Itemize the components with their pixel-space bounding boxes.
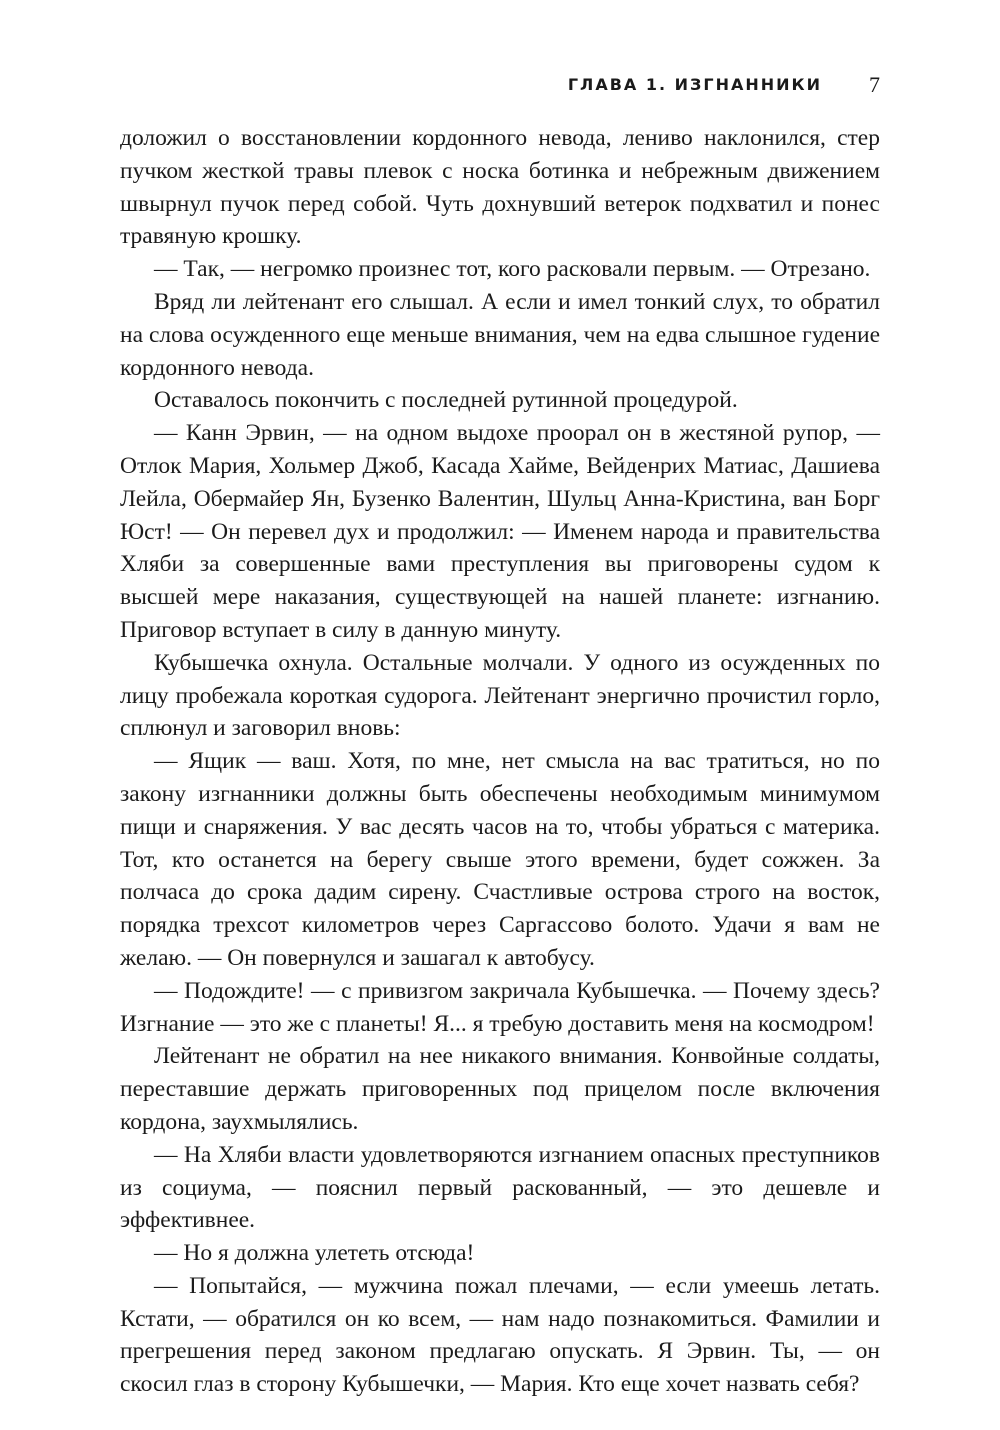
running-head <box>120 70 880 100</box>
paragraph: Лейтенант не обратил на нее никакого внимания. Конвойные солдаты, переставшие держать приговоренных под прицелом после включения кордона, заухмылялись. <box>120 1043 880 1135</box>
body-text <box>120 122 880 1401</box>
paragraph: — Ящик — ваш. Хотя, по мне, нет смысла на вас тратиться, но по закону изгнанники должны быть обеспечены необходимым минимумом пищи и снаряжения. У вас десять часов на то, чтобы убраться с материка. Тот, кто останется на берегу свыше этого времени, будет сожжен. За полчаса до срока дадим сирену. Счастливые острова строго на восток, порядка трехсот километров через Саргассово болото. Удачи я вам не желаю. — Он повернулся и зашагал к автобусу. <box>120 748 880 971</box>
paragraph: — Так, — негромко произнес тот, кого расковали первым. — Отрезано. <box>154 256 871 283</box>
paragraph-continuation: доложил о восстановлении кордонного невода, лениво наклонился, стер пучком жесткой травы плевок с носка ботинка и небрежным движением швырнул пучок перед собой. Чуть дохнувший ветерок подхватил и понес травяную крошку. <box>120 125 880 250</box>
paragraph: Кубышечка охнула. Остальные молчали. У одного из осужденных по лицу пробежала короткая судорога. Лейтенант энергично прочистил горло, сплюнул и заговорил вновь: <box>120 649 880 742</box>
chapter-title: ГЛАВА 1. ИЗГНАННИКИ <box>567 75 822 94</box>
paragraph: — Попытайся, — мужчина пожал плечами, — если умеешь летать. Кстати, — обратился он ко всем, — нам надо познакомиться. Фамилии и прегрешения перед законом предлагаю опускать. Я Эрвин. Ты, — он скосил глаз в сторону Кубышечки, — Мария. Кто еще хочет назвать себя? <box>120 1272 880 1398</box>
paragraph: — Но я должна улететь отсюда! <box>154 1240 475 1267</box>
paragraph: Оставалось покончить с последней рутинной процедурой. <box>154 387 738 414</box>
paragraph: Вряд ли лейтенант его слышал. А если и имел тонкий слух, то обратил на слова осужденного еще меньше внимания, чем на едва слышное гудение кордонного невода. <box>120 288 880 381</box>
paragraph: — Подождите! — с привизгом закричала Кубышечка. — Почему здесь? Изгнание — это же с планеты! Я... я требую доставить меня на космодром! <box>120 977 880 1037</box>
page-number: 7 <box>869 72 880 97</box>
paragraph: — Канн Эрвин, — на одном выдохе проорал он в жестяной рупор, — Отлок Мария, Хольмер Джоб, Касада Хайме, Вейденрих Матиас, Дашиева Лейла, Обермайер Ян, Бузенко Валентин, Шульц Анна-Кристина, ван Борг Юст! — Он перевел дух и продолжил: — Именем народа и правительства Хляби за совершенные вами преступления вы приговорены судом к высшей мере наказания, существующей на нашей планете: изгнанию. Приговор вступает в силу в данную минуту. <box>120 420 880 643</box>
paragraph: — На Хляби власти удовлетворяются изгнанием опасных преступников из социума, — пояснил первый раскованный, — это дешевле и эффективнее. <box>120 1141 880 1234</box>
